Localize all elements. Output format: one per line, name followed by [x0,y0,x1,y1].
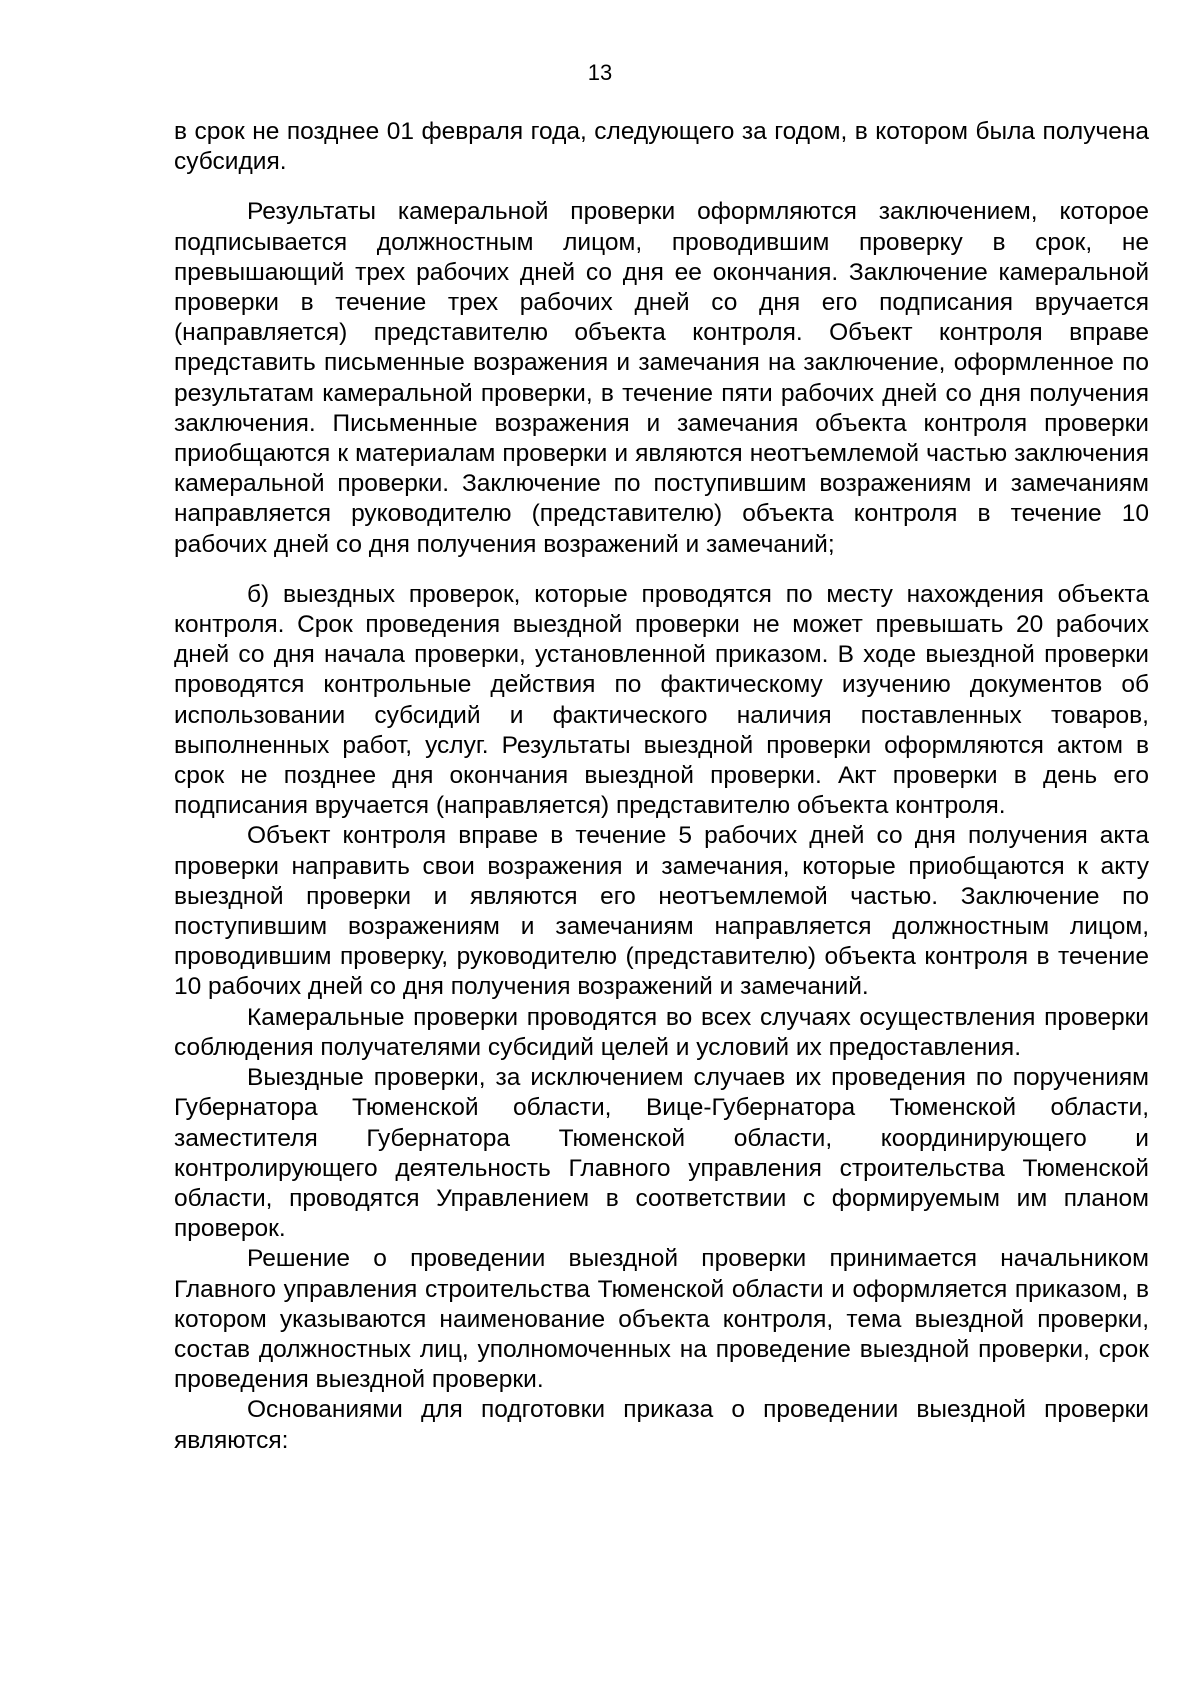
paragraph-desk-audits-scope: Камеральные проверки проводятся во всех случаях осуществления проверки соблюдения получателями субсидий целей и условий их предоставления. [174,1003,1149,1061]
paragraph-field-audit-decision: Решение о проведении выездной проверки принимается начальником Главного управления строительства Тюменской области и оформляется приказом, в котором указываются наименование объекта контроля, тема выездной проверки, состав должностных лиц, уполномоченных на проведение выездной проверки, срок проведения выездной проверки. [174,1245,1149,1394]
paragraph-field-audits-plan: Выездные проверки, за исключением случаев их проведения по поручениям Губернатора Тюменской области, Вице-Губернатора Тюменской области, заместителя Губернатора Тюменской области, координирующего и контролирующего деятельность Главного управления строительства Тюменской области, проводятся Управлением в соответствии с формируемым им планом проверок. [174,1064,1149,1243]
paragraph-objections: Объект контроля вправе в течение 5 рабочих дней со дня получения акта проверки направить свои возражения и замечания, которые приобщаются к акту выездной проверки и являются его неотъемлемой частью. Заключение по поступившим возражениям и замечаниям направляется должностным лицом, проводившим проверку, руководителю (представителю) объекта контроля в течение 10 рабочих дней со дня получения возражений и замечаний. [174,822,1149,1001]
paragraph-field-audits: б) выездных проверок, которые проводятся по месту нахождения объекта контроля. Срок проведения выездной проверки не может превышать 20 рабочих дней со дня начала проверки, установленной приказом. В ходе выездной проверки проводятся контрольные действия по фактическому изучению документов об использовании субсидий и фактического наличия поставленных товаров, выполненных работ, услуг. Результаты выездной проверки оформляются актом в срок не позднее дня окончания выездной проверки. Акт проверки в день его подписания вручается (направляется) представителю объекта контроля. [174,580,1149,820]
paragraph-order-grounds: Основаниями для подготовки приказа о проведении выездной проверки являются: [174,1396,1149,1454]
document-body [174,117,1149,1456]
page-number: 13 [587,60,613,85]
paragraph-desk-audit-results: Результаты камеральной проверки оформляются заключением, которое подписывается должностным лицом, проводившим проверку в срок, не превышающий трех рабочих дней со дня ее окончания. Заключение камеральной проверки в течение трех рабочих дней со дня его подписания вручается (направляется) представителю объекта контроля. Объект контроля вправе представить письменные возражения и замечания на заключение, оформленное по результатам камеральной проверки, в течение пяти рабочих дней со дня получения заключения. Письменные возражения и замечания объекта контроля проверки приобщаются к материалам проверки и являются неотъемлемой частью заключения камеральной проверки. Заключение по поступившим возражениям и замечаниям направляется руководителю (представителю) объекта контроля в течение 10 рабочих дней со дня получения возражений и замечаний; [174,198,1149,558]
paragraph-subsidy-deadline: в срок не позднее 01 февраля года, следующего за годом, в котором была получена субсидия. [174,118,1149,176]
